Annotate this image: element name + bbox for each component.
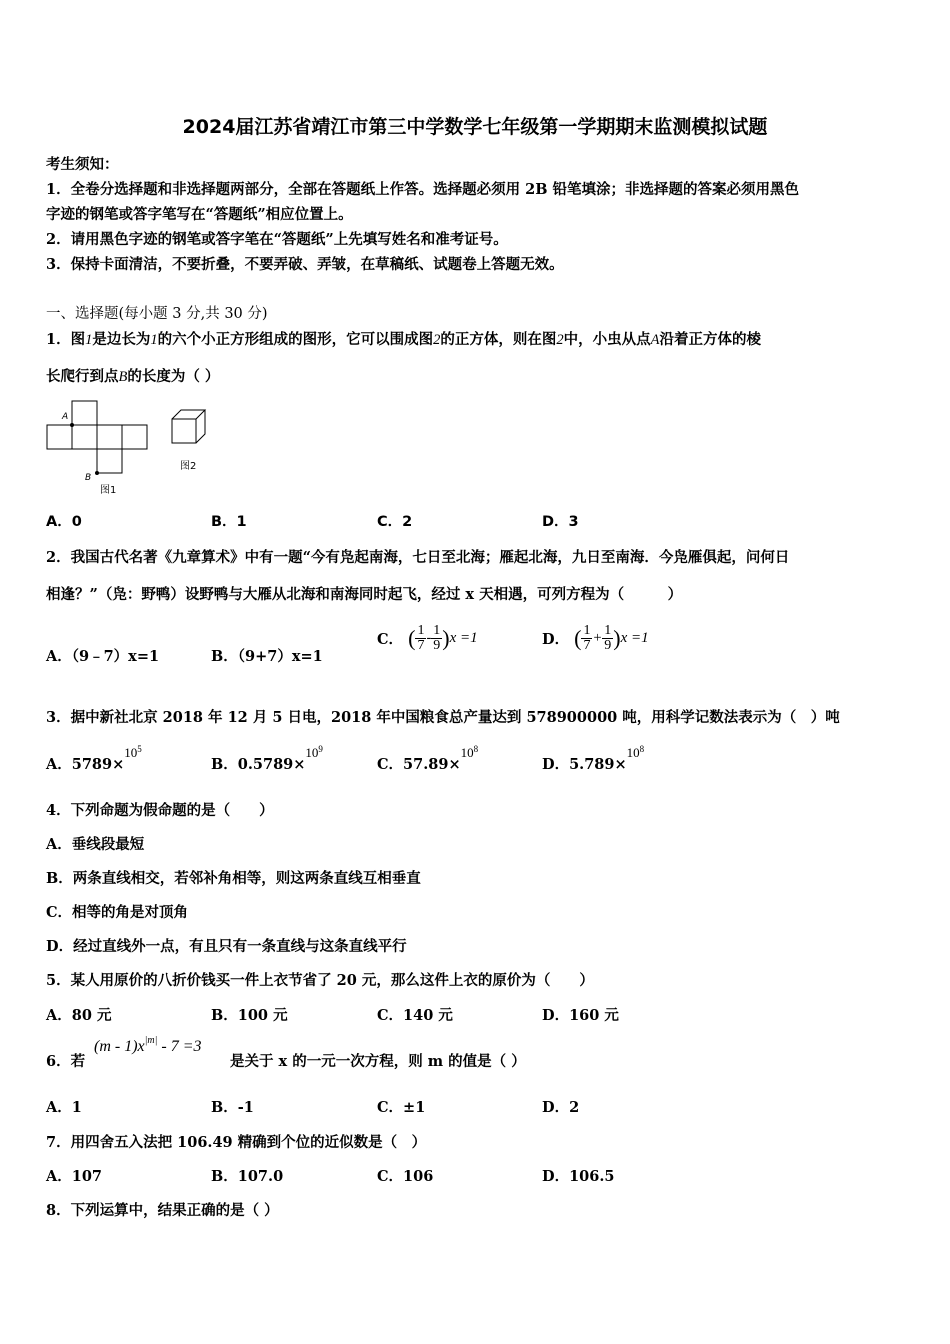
notice-line: 3．保持卡面清洁，不要折叠，不要弄破、弄皱，在草稿纸、试题卷上答题无效。 <box>46 256 564 273</box>
q5-option-d: D．160 元 <box>542 1007 619 1024</box>
q1-option-b: B．1 <box>211 514 247 530</box>
q7-option-c: C．106 <box>377 1168 434 1185</box>
label-a: A <box>62 412 69 422</box>
q4-option-b: B．两条直线相交，若邻补角相等，则这两条直线互相垂直 <box>46 870 421 887</box>
question-1-line-2: 长爬行到点B的长度为（ ） <box>46 368 220 385</box>
label-b: B <box>85 473 92 483</box>
figure-1-caption: 图1 <box>100 485 117 496</box>
question-2-line-2: 相逢？”（凫：野鸭）设野鸭与大雁从北海和南海同时起飞，经过 x 天相遇，可列方程为（ ） <box>46 586 683 603</box>
q1-option-c: C．2 <box>377 514 413 530</box>
q5-option-a: A．80 元 <box>46 1007 112 1024</box>
q7-option-a: A．107 <box>46 1168 103 1185</box>
notice-line: 字迹的钢笔或答字笔写在“答题纸”相应位置上。 <box>46 206 353 223</box>
q6-option-c: C．±1 <box>377 1099 426 1116</box>
q7-option-b: B．107.0 <box>211 1168 284 1185</box>
point-b <box>95 471 99 475</box>
q4-option-d: D．经过直线外一点，有且只有一条直线与这条直线平行 <box>46 938 407 955</box>
q6-suffix: 是关于 x 的一元一次方程，则 m 的值是（ ） <box>230 1053 526 1070</box>
q2-option-d: D． ( $\frac{1}{7}$ + $\frac{1}{9}$ )x =1 <box>542 623 649 653</box>
notice-line: 2．请用黑色字迹的钢笔或答字笔在“答题纸”上先填写姓名和准考证号。 <box>46 231 508 248</box>
notice-heading: 考生须知： <box>46 156 119 173</box>
q2-option-c: C． ( $\frac{1}{7}$ - $\frac{1}{9}$ )x =1 <box>377 623 478 653</box>
q2-option-a: A．（9﹣7）x=1 <box>46 648 160 665</box>
q3-option-c: C．$57.89\times 10^8$ <box>377 744 479 773</box>
q4-option-c: C．相等的角是对顶角 <box>46 904 189 921</box>
cube-figure-2 <box>172 410 205 443</box>
q6-option-d: D．2 <box>542 1099 580 1116</box>
q6-prefix: 6．若 <box>46 1053 86 1070</box>
question-4-line: 4．下列命题为假命题的是（ ） <box>46 802 274 819</box>
question-1-line-1: 1．图1是边长为1的六个小正方形组成的图形，它可以围成图2的正方体，则在图2中，小虫从点A沿着正方体的棱 <box>46 331 761 348</box>
q6-option-b: B．-1 <box>211 1099 254 1116</box>
point-a <box>70 423 74 427</box>
question-3-line: 3．据中新社北京 2018 年 12 月 5 日电，2018 年中国粮食总产量达到 578900000 吨，用科学记数法表示为（ ）吨 <box>46 709 840 726</box>
page-title: 2024届江苏省靖江市第三中学数学七年级第一学期期末监测模拟试题 <box>182 116 768 138</box>
q5-option-c: C．140 元 <box>377 1007 453 1024</box>
question-7-line: 7．用四舍五入法把 106.49 精确到个位的近似数是（ ） <box>46 1134 427 1151</box>
question-8-line: 8．下列运算中，结果正确的是（ ） <box>46 1202 279 1219</box>
section-heading: 一、选择题(每小题 3 分,共 30 分) <box>46 306 268 322</box>
q3-option-a: A．$5789\times 10^5$ <box>46 744 142 773</box>
q5-option-b: B．100 元 <box>211 1007 288 1024</box>
question-5-line: 5．某人用原价的八折价钱买一件上衣节省了 20 元，那么这件上衣的原价为（ ） <box>46 972 594 989</box>
q6-equation: $(m - 1)x^{|m|} - 7 =3$ <box>94 1035 202 1055</box>
cube-net-figures <box>40 392 220 502</box>
question-2-line-1: 2．我国古代名著《九章算术》中有一题“今有凫起南海，七日至北海；雁起北海，九日至南海．今凫雁俱起，问何日 <box>46 549 790 566</box>
q3-option-b: B．$0.5789\times 10^9$ <box>211 744 323 773</box>
q1-option-d: D．3 <box>542 514 579 530</box>
q4-option-a: A．垂线段最短 <box>46 836 145 853</box>
q7-option-d: D．106.5 <box>542 1168 615 1185</box>
q1-option-a: A．0 <box>46 514 82 530</box>
q3-option-d: D．$5.789\times 10^8$ <box>542 744 645 773</box>
q6-option-a: A．1 <box>46 1099 82 1116</box>
q2-option-b: B．（9+7）x=1 <box>211 648 323 665</box>
figure-2-caption: 图2 <box>180 461 197 472</box>
notice-line: 1．全卷分选择题和非选择题两部分，全部在答题纸上作答。选择题必须用 2B 铅笔填涂；非选择题的答案必须用黑色 <box>46 181 800 198</box>
